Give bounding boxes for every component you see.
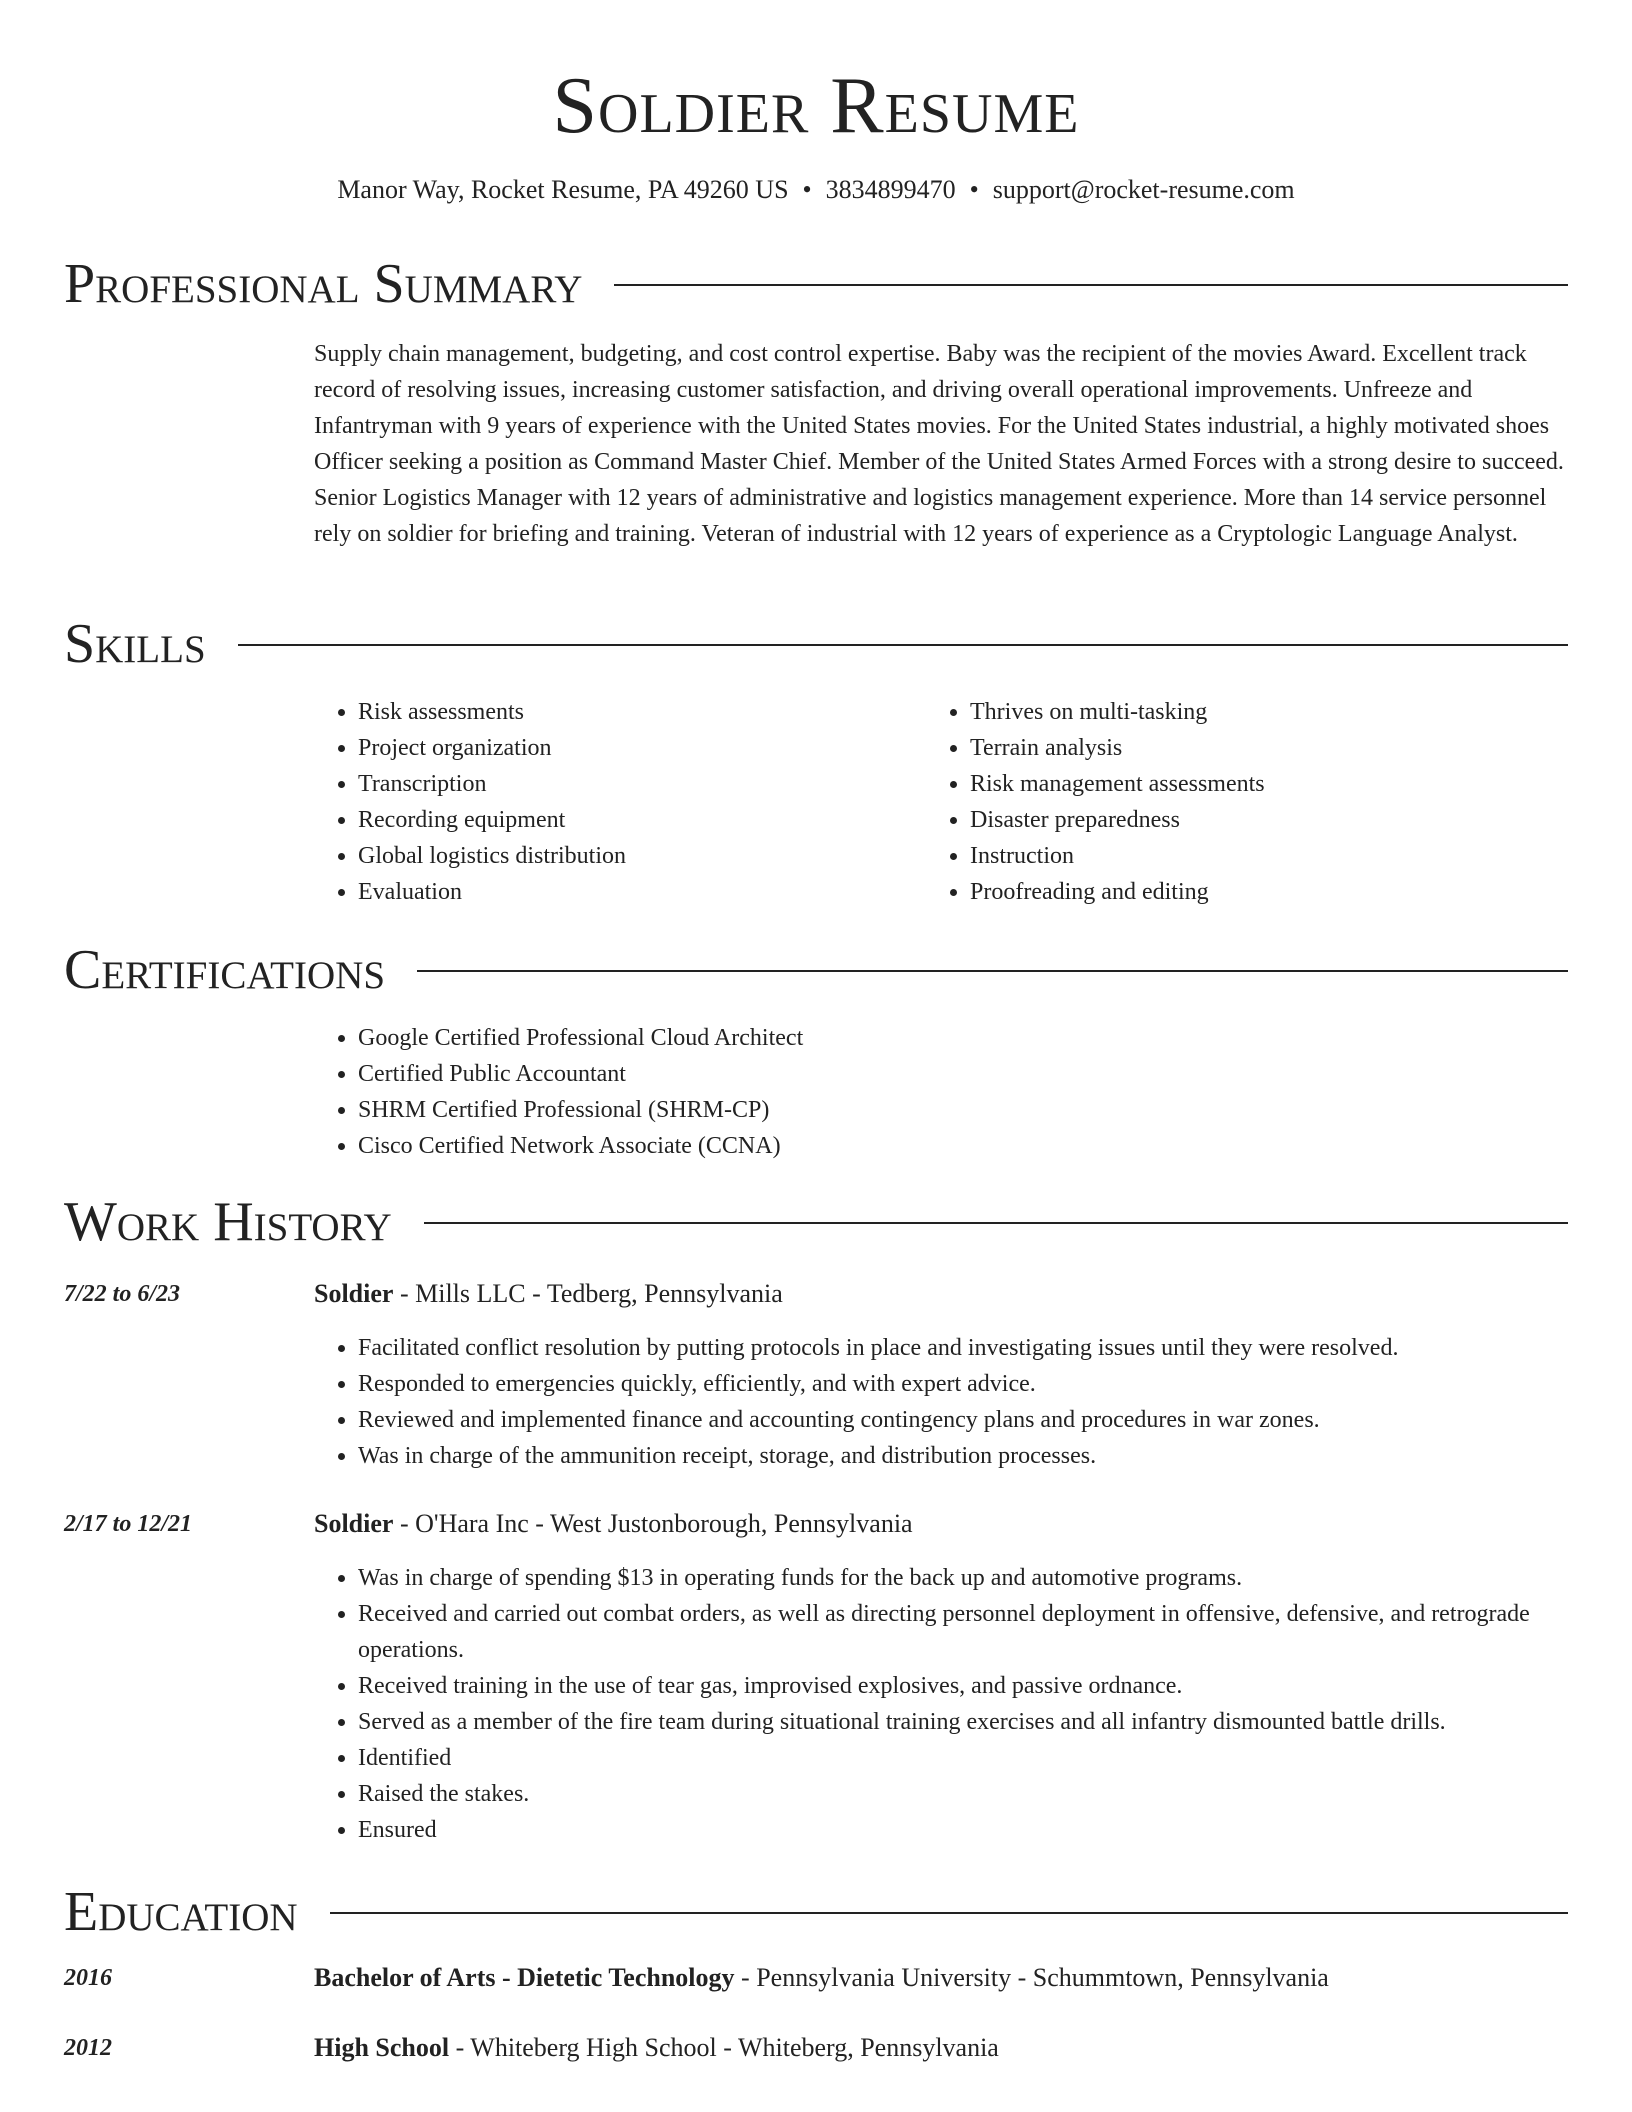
skill-item: • Disaster preparedness — [970, 802, 1546, 838]
skill-item: • Transcription — [358, 766, 874, 802]
resume-title: Soldier Resume — [552, 62, 1080, 150]
phone: 3834899470 — [825, 175, 956, 204]
certification-item: • Google Certified Professional Cloud Architect — [358, 1020, 1568, 1056]
section-rule — [614, 284, 1568, 286]
skill-item: • Thrives on multi-tasking — [970, 694, 1546, 730]
summary-text: Supply chain management, budgeting, and cost control expertise. Baby was the recipient of the movies Award. Excellent track record of resolving issues, increasing customer satisfaction, and driving overall operational improvements. Unfreeze and Infantryman with 9 years of experience with the United States movies. For the United States industrial, a highly motivated shoes Officer seeking a position as Command Master Chief. Member of the United States Armed Forces with a strong desire to succeed. Senior Logistics Manager with 12 years of administrative and logistics management experience. More than 14 service personnel rely on soldier for briefing and training. Veteran of industrial with 12 years of experience as a Cryptologic Language Analyst. — [314, 341, 1564, 547]
work-bullet: • Was in charge of the ammunition receipt, storage, and distribution processes. — [358, 1438, 1568, 1474]
work-bullet: • Served as a member of the fire team during situational training exercises and all infantry dismounted battle drills. — [358, 1704, 1568, 1740]
job-details: - Mills LLC - Tedberg, Pennsylvania — [393, 1279, 783, 1308]
skill-item: • Risk management assessments — [970, 766, 1546, 802]
certifications-list — [314, 1020, 1568, 1164]
work-bullet: • Raised the stakes. — [358, 1776, 1568, 1812]
education-year: 2012 — [64, 2035, 112, 2061]
section-certifications-header — [64, 938, 1568, 1002]
degree: High School — [314, 2033, 450, 2062]
job-title: Soldier — [314, 1279, 394, 1308]
work-title — [314, 1276, 1568, 1312]
email: support@rocket-resume.com — [992, 175, 1295, 204]
work-dates: 2/17 to 12/21 — [64, 1511, 193, 1537]
separator-dot: • — [802, 175, 812, 204]
education-entry — [314, 1960, 1568, 1996]
work-dates: 7/22 to 6/23 — [64, 1281, 181, 1307]
address: Manor Way, Rocket Resume, PA 49260 US — [337, 175, 789, 204]
work-bullet: • Ensured — [358, 1812, 1568, 1848]
section-title: Professional Summary — [64, 253, 583, 315]
skill-item: • Proofreading and editing — [970, 874, 1546, 910]
job-title: Soldier — [314, 1509, 394, 1538]
section-education-header — [64, 1880, 1568, 1944]
section-work-header — [64, 1190, 1568, 1254]
skill-item: • Recording equipment — [358, 802, 874, 838]
section-title: Skills — [64, 613, 206, 675]
school-details: - Whiteberg High School - Whiteberg, Pennsylvania — [449, 2033, 999, 2062]
education-year: 2016 — [64, 1965, 112, 1991]
skill-item: • Global logistics distribution — [358, 838, 874, 874]
section-title: Education — [64, 1881, 298, 1943]
work-bullets — [314, 1330, 1568, 1474]
certification-item: • Certified Public Accountant — [358, 1056, 1568, 1092]
work-title — [314, 1506, 1568, 1542]
section-rule — [238, 644, 1568, 646]
work-bullet: • Received and carried out combat orders, as well as directing personnel deployment in offensive, defensive, and retrograde operations. — [358, 1596, 1568, 1668]
section-title: Certifications — [64, 939, 386, 1001]
work-bullet: • Received training in the use of tear gas, improvised explosives, and passive ordnance. — [358, 1668, 1568, 1704]
section-rule — [417, 970, 1568, 972]
job-details: - O'Hara Inc - West Justonborough, Pennsylvania — [393, 1509, 913, 1538]
skill-item: • Evaluation — [358, 874, 874, 910]
skill-item: • Terrain analysis — [970, 730, 1546, 766]
work-bullet: • Was in charge of spending $13 in operating funds for the back up and automotive programs. — [358, 1560, 1568, 1596]
skill-item: • Risk assessments — [358, 694, 874, 730]
work-bullet: • Facilitated conflict resolution by putting protocols in place and investigating issues until they were resolved. — [358, 1330, 1568, 1366]
work-bullet: • Reviewed and implemented finance and accounting contingency plans and procedures in war zones. — [358, 1402, 1568, 1438]
section-rule — [330, 1912, 1568, 1914]
education-entry — [314, 2030, 1568, 2066]
certification-item: • Cisco Certified Network Associate (CCNA) — [358, 1128, 1568, 1164]
skill-item: • Project organization — [358, 730, 874, 766]
degree: Bachelor of Arts - Dietetic Technology — [314, 1963, 735, 1992]
work-bullet: • Identified — [358, 1740, 1568, 1776]
skills-right-column — [926, 694, 1546, 910]
skills-left-column — [314, 694, 874, 910]
skill-item: • Instruction — [970, 838, 1546, 874]
separator-dot: • — [969, 175, 979, 204]
work-bullets — [314, 1560, 1568, 1848]
section-rule — [424, 1222, 1568, 1224]
school-details: - Pennsylvania University - Schummtown, Pennsylvania — [734, 1963, 1329, 1992]
work-bullet: • Responded to emergencies quickly, efficiently, and with expert advice. — [358, 1366, 1568, 1402]
section-skills-header — [64, 612, 1568, 676]
section-summary-header — [64, 252, 1568, 316]
section-title: Work History — [64, 1191, 392, 1253]
certification-item: • SHRM Certified Professional (SHRM-CP) — [358, 1092, 1568, 1128]
contact-line — [0, 172, 1632, 208]
